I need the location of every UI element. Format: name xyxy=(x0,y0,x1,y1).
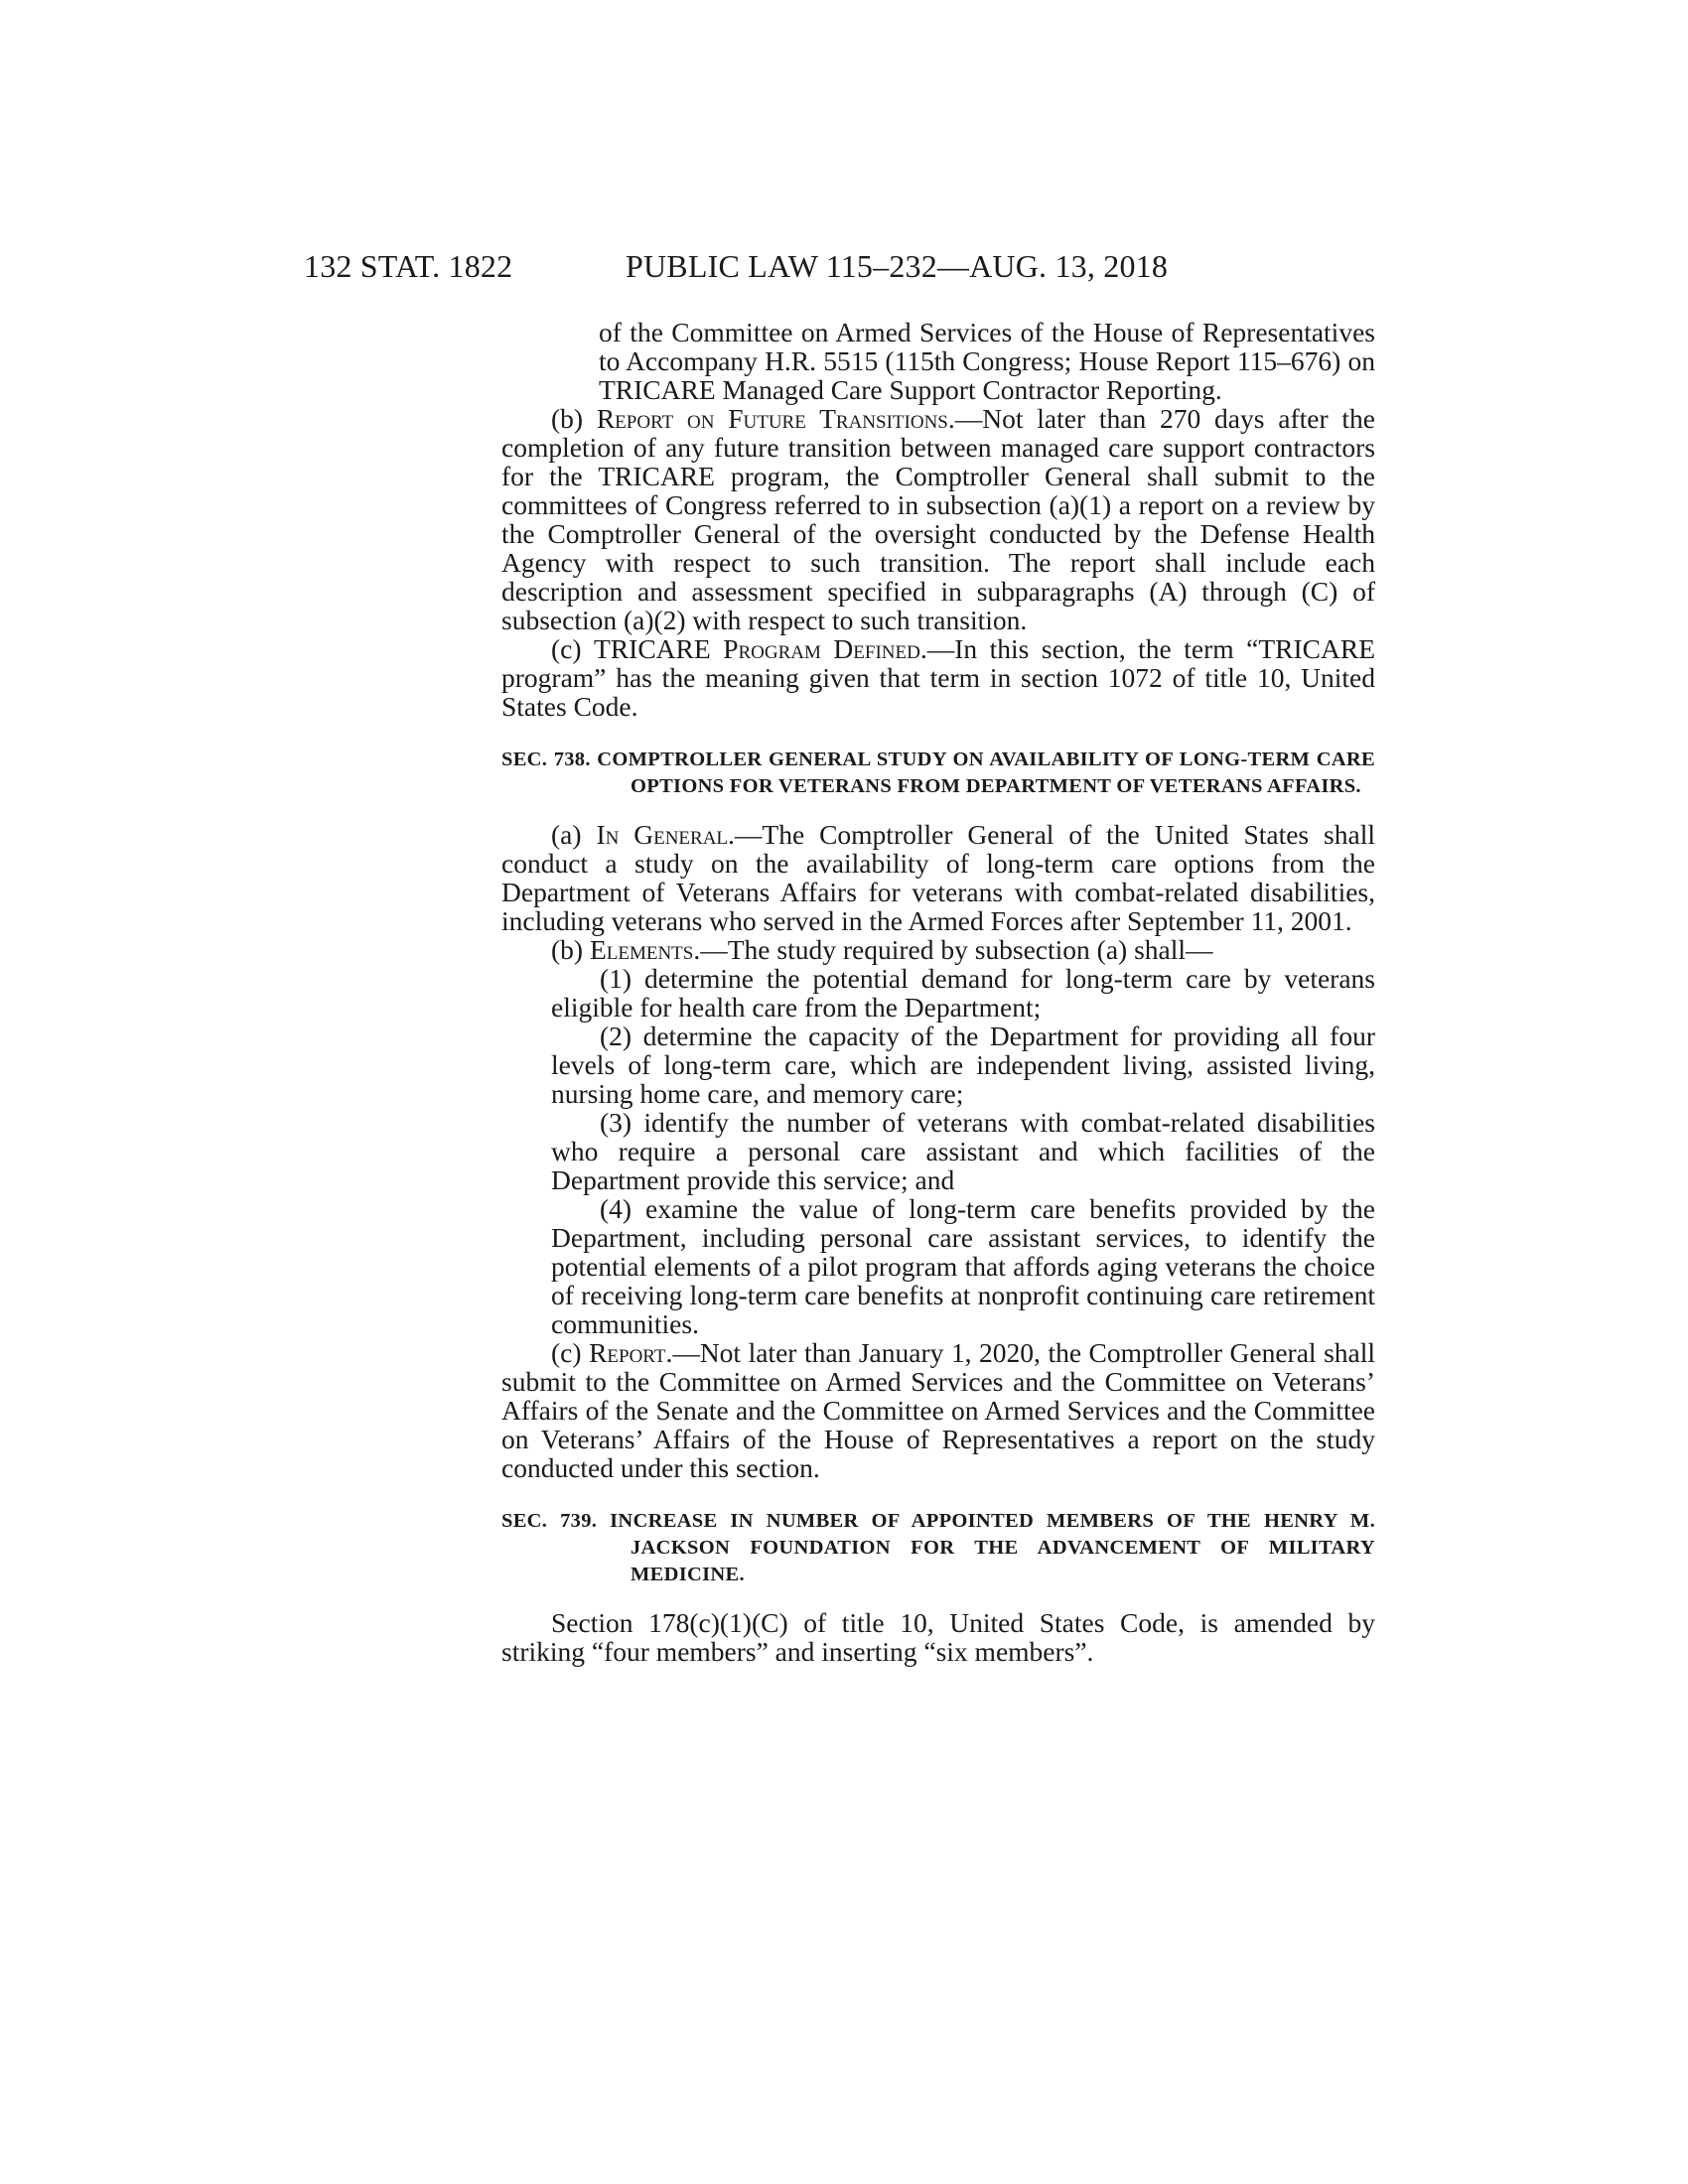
sec738-paragraph-3: (3) identify the number of veterans with combat-related disabilities who require a personal care assistant and which facilities of the Department provide this service; and xyxy=(551,1107,1375,1195)
sec738-subsection-c xyxy=(501,1338,1375,1482)
subsection-label: (c) xyxy=(551,1337,590,1368)
subsection-text: .—The study required by subsection (a) shall— xyxy=(693,934,1213,965)
subsection-label: (a) xyxy=(551,819,597,850)
sec737-subsection-c xyxy=(501,634,1375,721)
subsection-heading: Report xyxy=(589,1337,666,1368)
subsection-heading: Report on Future Transitions xyxy=(596,403,948,434)
subsection-heading: TRICARE Program Defined xyxy=(594,633,920,664)
sec738-paragraph-4: (4) examine the value of long-term care benefits provided by the Department, including personal care assistant services, to identify the potential elements of a pilot program that affords aging veterans the choice of receiving long-term care benefits at nonprofit continuing care retirement communities. xyxy=(551,1193,1375,1339)
subsection-label: (b) xyxy=(551,934,590,965)
sec738-paragraph-2: (2) determine the capacity of the Department for providing all four levels of long-term care, which are independent living, assisted living, nursing home care, and memory care; xyxy=(551,1021,1375,1109)
document-body xyxy=(501,318,1375,1666)
subsection-label: (b) xyxy=(551,403,597,434)
subsection-text: .—Not later than January 1, 2020, the Comptroller General shall submit to the Committee on Armed Services and the Committee on Veterans’ Affairs of the Senate and the Committee on Armed Services and the Committee on Veterans’ Affairs of the House of Representatives a report on the study conducted under this section. xyxy=(501,1337,1376,1483)
sec738-subsection-a xyxy=(501,820,1375,935)
section-738-heading: SEC. 738. COMPTROLLER GENERAL STUDY ON AVAILABILITY OF LONG-TERM CARE OPTIONS FOR VETERANS FROM DEPARTMENT OF VETERANS AFFAIRS. xyxy=(501,749,1375,797)
subsection-text: .—The Comptroller General of the United States shall conduct a study on the availability of long-term care options from the Department of Veterans Affairs for veterans with combat-related disabilities, including veterans who served in the Armed Forces after September 11, 2001. xyxy=(501,819,1375,936)
subsection-text: .—Not later than 270 days after the completion of any future transition between managed care support contractors for the TRICARE program, the Comptroller General shall submit to the committees of Congress referred to in subsection (a)(1) a report on a review by the Comptroller General of the oversight conducted by the Defense Health Agency with respect to such transition. The report shall include each description and assessment specified in subparagraphs (A) through (C) of subsection (a)(2) with respect to such transition. xyxy=(501,403,1375,635)
subsection-heading: In General xyxy=(596,819,729,850)
sec739-text: Section 178(c)(1)(C) of title 10, United States Code, is amended by striking “four members” and inserting “six members”. xyxy=(501,1607,1375,1667)
sec738-subsection-b xyxy=(501,935,1375,964)
subsection-heading: Elements xyxy=(589,934,694,965)
sec737-a-continuation: of the Committee on Armed Services of the House of Representatives to Accompany H.R. 5515 (115th Congress; House Report 115–676) on TRICARE Managed Care Support Contractor Reporting. xyxy=(599,317,1375,405)
subsection-label: (c) xyxy=(551,633,595,664)
section-739-heading: SEC. 739. INCREASE IN NUMBER OF APPOINTED MEMBERS OF THE HENRY M. JACKSON FOUNDATION FOR THE ADVANCEMENT OF MILITARY MEDICINE. xyxy=(501,1510,1375,1585)
running-header: PUBLIC LAW 115–232—AUG. 13, 2018 xyxy=(626,248,1169,284)
statute-page-number: 132 STAT. 1822 xyxy=(304,248,513,284)
sec738-paragraph-1: (1) determine the potential demand for long-term care by veterans eligible for health care from the Department; xyxy=(551,963,1375,1023)
subsection-text: .—In this section, the term “TRICARE program” has the meaning given that term in section 1072 of title 10, United States Code. xyxy=(501,633,1376,722)
sec737-subsection-b xyxy=(501,404,1375,634)
